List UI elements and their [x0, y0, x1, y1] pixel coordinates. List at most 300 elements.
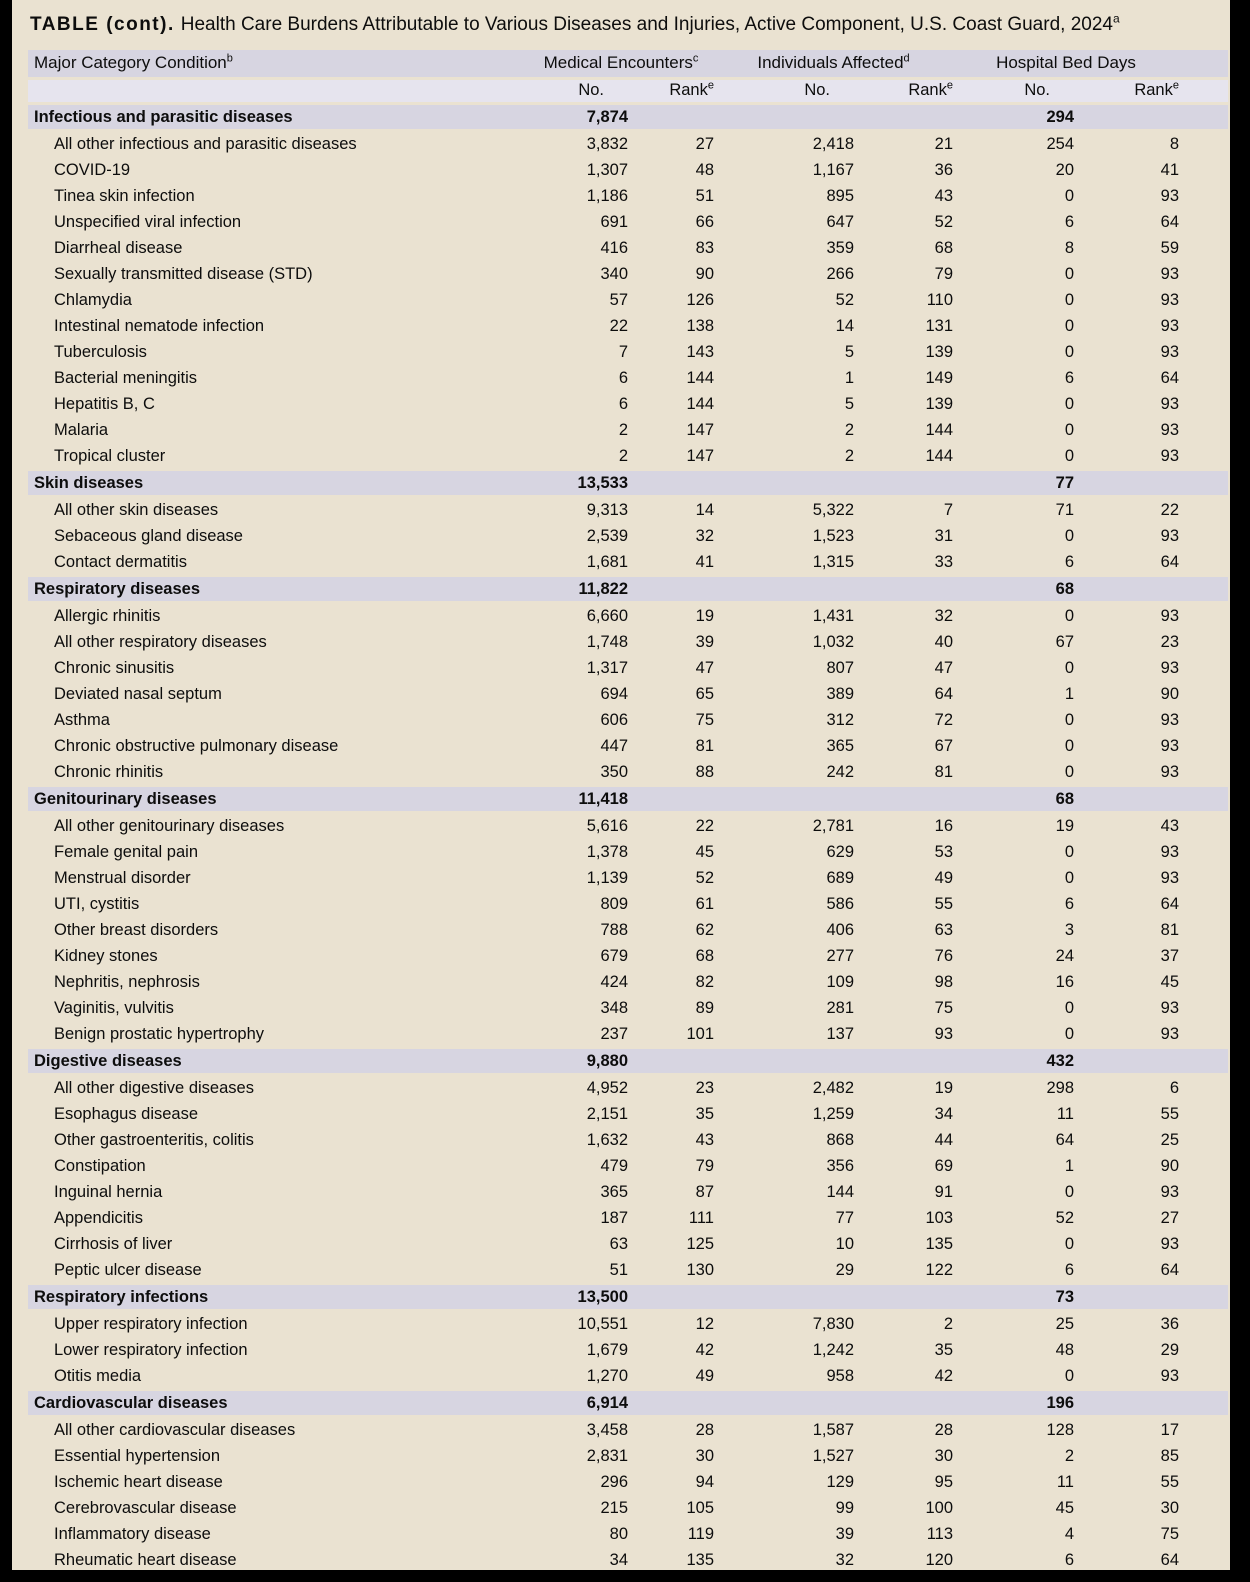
- hbd-no-cell: 6: [1064, 368, 1074, 387]
- me-no-cell: 237: [600, 1024, 628, 1043]
- spacer-cell: [1179, 157, 1228, 183]
- hbd-rank-cell: 93: [1160, 290, 1179, 309]
- section-ia-rank-cell: [854, 103, 953, 130]
- condition-row: [28, 417, 1228, 443]
- ia-no-cell: 277: [826, 946, 854, 965]
- ia-rank-cell: 49: [934, 868, 953, 887]
- hbd-rank-cell: 64: [1160, 1550, 1179, 1569]
- condition-cell: Sebaceous gland disease: [54, 526, 243, 545]
- spacer-cell: [1179, 1074, 1228, 1101]
- ia-rank-cell: 36: [934, 160, 953, 179]
- ia-rank-cell: 139: [925, 394, 953, 413]
- condition-row: [28, 496, 1228, 523]
- hospital-bed-days-column-header: Hospital Bed Days: [953, 50, 1179, 78]
- spacer-cell: [1179, 183, 1228, 209]
- condition-cell: Cerebrovascular disease: [54, 1498, 237, 1517]
- ia-no-cell: 1,032: [812, 632, 854, 651]
- condition-cell: Menstrual disorder: [54, 868, 191, 887]
- ia-rank-cell: 42: [934, 1366, 953, 1385]
- me-no-cell: 424: [600, 972, 628, 991]
- section-hbd-rank-cell: [1074, 1390, 1179, 1416]
- spacer-cell: [1179, 759, 1228, 786]
- subheader-blank-cell: [28, 78, 528, 103]
- hbd-no-cell: 0: [1064, 658, 1074, 677]
- section-hbd-no-cell: 294: [953, 103, 1074, 130]
- hbd-no-cell: 0: [1064, 420, 1074, 439]
- hbd-rank-cell: 93: [1160, 316, 1179, 335]
- spacer-cell: [1179, 130, 1228, 157]
- condition-footnote-marker: b: [226, 52, 233, 65]
- hbd-no-cell: 3: [1064, 920, 1074, 939]
- ia-no-cell: 1: [844, 368, 854, 387]
- ia-no-cell: 281: [826, 998, 854, 1017]
- hbd-rank-cell: 93: [1160, 736, 1179, 755]
- table-body: [28, 103, 1228, 1570]
- condition-cell: Lower respiratory infection: [54, 1340, 248, 1359]
- spacer-cell: [1179, 496, 1228, 523]
- me-rank-cell: 119: [687, 1524, 714, 1543]
- condition-cell: COVID-19: [54, 160, 131, 179]
- hbd-rank-cell: 93: [1160, 1182, 1179, 1201]
- me-rank-cell: 65: [695, 684, 714, 703]
- me-no-cell: 2,151: [586, 1104, 628, 1123]
- ia-rank-cell: 16: [934, 816, 953, 835]
- spacer-cell: [1179, 391, 1228, 417]
- hbd-no-cell: 0: [1064, 762, 1074, 781]
- condition-row: [28, 891, 1228, 917]
- condition-row: [28, 183, 1228, 209]
- me-no-cell: 10,551: [577, 1314, 628, 1333]
- me-no-cell: 1,748: [586, 632, 628, 651]
- section-me-no-cell: 13,500: [528, 1284, 628, 1310]
- section-header-row: [28, 1048, 1228, 1074]
- me-rank-cell: 48: [695, 160, 714, 179]
- condition-cell: Kidney stones: [54, 946, 158, 965]
- me-no-cell: 63: [609, 1234, 628, 1253]
- section-header-row: [28, 103, 1228, 130]
- medical-encounters-footnote-marker: c: [692, 52, 699, 65]
- condition-cell: Benign prostatic hypertrophy: [54, 1024, 265, 1043]
- hbd-rank-cell: 93: [1160, 342, 1179, 361]
- me-no-cell: 691: [600, 212, 628, 231]
- ia-no-cell: 99: [835, 1498, 854, 1517]
- section-me-rank-cell: [628, 576, 714, 602]
- section-hbd-rank-cell: [1074, 470, 1179, 496]
- section-name-cell: Skin diseases: [28, 470, 528, 496]
- ia-no-cell: 1,167: [812, 160, 854, 179]
- spacer-cell: [1179, 1048, 1228, 1074]
- condition-cell: UTI, cystitis: [54, 894, 140, 913]
- spacer-cell: [1179, 1521, 1228, 1547]
- ia-rank-cell: 79: [934, 264, 953, 283]
- condition-row: [28, 707, 1228, 733]
- spacer-cell: [1179, 1101, 1228, 1127]
- me-rank-cell: 79: [695, 1156, 714, 1175]
- condition-row: [28, 1363, 1228, 1390]
- hbd-no-cell: 64: [1055, 1130, 1074, 1149]
- section-ia-no-cell: [714, 576, 854, 602]
- table-title: [12, 0, 1230, 50]
- spacer-cell: [1179, 629, 1228, 655]
- hbd-rank-cell: 93: [1160, 710, 1179, 729]
- hbd-rank-header: Rank$^e$: [1074, 78, 1179, 103]
- hbd-no-cell: 0: [1064, 842, 1074, 861]
- condition-cell: Malaria: [54, 420, 109, 439]
- hbd-rank-cell: 55: [1160, 1472, 1179, 1491]
- hbd-no-cell: 6: [1064, 212, 1074, 231]
- spacer-cell: [1179, 1310, 1228, 1337]
- me-rank-cell: 41: [695, 552, 714, 571]
- spacer-cell: [1179, 733, 1228, 759]
- ia-rank-cell: 55: [934, 894, 953, 913]
- hbd-rank-cell: 93: [1160, 606, 1179, 625]
- ia-rank-cell: 43: [934, 186, 953, 205]
- section-name-cell: Cardiovascular diseases: [28, 1390, 528, 1416]
- section-me-rank-cell: [628, 786, 714, 812]
- ia-rank-cell: 21: [934, 134, 953, 153]
- ia-no-cell: 647: [826, 212, 854, 231]
- condition-column-header: Major Category Condition$^b$: [28, 50, 528, 78]
- ia-no-cell: 266: [826, 264, 854, 283]
- condition-cell: Deviated nasal septum: [54, 684, 222, 703]
- ia-no-cell: 144: [826, 1182, 854, 1201]
- condition-row: [28, 1521, 1228, 1547]
- section-name-cell: Respiratory infections: [28, 1284, 528, 1310]
- me-no-cell: 4,952: [586, 1078, 628, 1097]
- me-rank-cell: 43: [695, 1130, 714, 1149]
- me-no-cell: 809: [600, 894, 628, 913]
- me-no-cell: 1,378: [586, 842, 628, 861]
- ia-rank-cell: 120: [925, 1550, 953, 1569]
- section-hbd-no-cell: 432: [953, 1048, 1074, 1074]
- ia-no-cell: 895: [826, 186, 854, 205]
- hbd-rank-cell: 59: [1160, 238, 1179, 257]
- section-ia-rank-cell: [854, 1048, 953, 1074]
- hbd-rank-cell: 55: [1160, 1104, 1179, 1123]
- me-rank-cell: 144: [686, 368, 714, 387]
- condition-row: [28, 969, 1228, 995]
- section-hbd-no-cell: 196: [953, 1390, 1074, 1416]
- section-ia-no-cell: [714, 1284, 854, 1310]
- ia-no-cell: 2,418: [812, 134, 854, 153]
- spacer-cell: [1179, 261, 1228, 287]
- section-ia-no-cell: [714, 1048, 854, 1074]
- condition-cell: All other skin diseases: [54, 500, 219, 519]
- me-no-cell: 9,313: [586, 500, 628, 519]
- section-hbd-no-cell: 73: [953, 1284, 1074, 1310]
- ia-no-cell: 1,315: [812, 552, 854, 571]
- medical-encounters-column-header: Medical Encounters$^c$: [528, 50, 714, 78]
- spacer-cell: [1179, 707, 1228, 733]
- spacer-cell: [1179, 786, 1228, 812]
- section-me-no-cell: 6,914: [528, 1390, 628, 1416]
- ia-no-cell: 5,322: [812, 500, 854, 519]
- hbd-rank-cell: 29: [1160, 1340, 1179, 1359]
- ia-rank-cell: 110: [926, 290, 953, 309]
- me-no-cell: 215: [600, 1498, 628, 1517]
- me-no-cell: 679: [600, 946, 628, 965]
- section-me-rank-cell: [628, 103, 714, 130]
- me-no-cell: 1,632: [586, 1130, 628, 1149]
- hbd-no-cell: 4: [1064, 1524, 1074, 1543]
- ia-rank-cell: 7: [943, 500, 953, 519]
- condition-cell: Asthma: [54, 710, 110, 729]
- ia-no-cell: 2,482: [812, 1078, 854, 1097]
- spacer-cell: [1179, 235, 1228, 261]
- ia-no-header: No.: [714, 78, 854, 103]
- hbd-no-cell: 52: [1055, 1208, 1074, 1227]
- spacer-cell: [1179, 576, 1228, 602]
- ia-rank-cell: 30: [934, 1446, 953, 1465]
- hbd-rank-cell: 8: [1169, 134, 1179, 153]
- hbd-no-cell: 0: [1064, 446, 1074, 465]
- me-rank-cell: 147: [686, 446, 714, 465]
- ia-rank-cell: 33: [934, 552, 953, 571]
- section-ia-no-cell: [714, 103, 854, 130]
- ia-rank-cell: 40: [934, 632, 953, 651]
- spacer-cell: [1179, 417, 1228, 443]
- hbd-no-cell: 11: [1056, 1104, 1074, 1123]
- ia-no-cell: 77: [835, 1208, 854, 1227]
- me-no-cell: 1,681: [586, 552, 628, 571]
- spacer-cell: [1179, 470, 1228, 496]
- condition-row: [28, 365, 1228, 391]
- hbd-rank-cell: 93: [1160, 1024, 1179, 1043]
- section-hbd-rank-cell: [1074, 103, 1179, 130]
- me-no-cell: 416: [600, 238, 628, 257]
- spacer-header: [1179, 78, 1228, 103]
- hbd-no-cell: 6: [1064, 1550, 1074, 1569]
- ia-rank-cell: 100: [925, 1498, 953, 1517]
- condition-row: [28, 1127, 1228, 1153]
- me-rank-cell: 32: [695, 526, 714, 545]
- ia-no-cell: 32: [835, 1550, 854, 1569]
- ia-no-cell: 2: [844, 446, 854, 465]
- me-rank-cell: 83: [695, 238, 714, 257]
- me-no-cell: 365: [600, 1182, 628, 1201]
- hbd-rank-cell: 93: [1160, 842, 1179, 861]
- spacer-cell: [1179, 1021, 1228, 1048]
- table-caption: Health Care Burdens Attributable to Various Diseases and Injuries, Active Component, U.S. Coast Guard, 2024: [180, 14, 1113, 35]
- condition-row: [28, 943, 1228, 969]
- spacer-cell: [1179, 891, 1228, 917]
- spacer-cell: [1179, 1284, 1228, 1310]
- hbd-rank-cell: 45: [1160, 972, 1179, 991]
- section-header-row: [28, 470, 1228, 496]
- hbd-no-cell: 2: [1064, 1446, 1074, 1465]
- section-hbd-no-cell: 68: [953, 786, 1074, 812]
- ia-no-cell: 1,523: [812, 526, 854, 545]
- spacer-cell: [1179, 1231, 1228, 1257]
- hbd-no-cell: 298: [1046, 1078, 1074, 1097]
- ia-no-cell: 958: [826, 1366, 854, 1385]
- me-no-cell: 606: [600, 710, 628, 729]
- me-no-cell: 1,186: [586, 186, 628, 205]
- hbd-rank-cell: 93: [1160, 394, 1179, 413]
- hbd-no-cell: 128: [1046, 1420, 1074, 1439]
- subheader-row: [28, 78, 1228, 103]
- me-rank-cell: 35: [695, 1104, 714, 1123]
- spacer-cell: [1179, 865, 1228, 891]
- me-rank-cell: 105: [686, 1498, 714, 1517]
- spacer-cell: [1179, 943, 1228, 969]
- section-ia-no-cell: [714, 1390, 854, 1416]
- title-footnote-marker: a: [1112, 11, 1120, 26]
- spacer-cell: [1179, 839, 1228, 865]
- condition-cell: All other cardiovascular diseases: [54, 1420, 296, 1439]
- spacer-cell: [1179, 1363, 1228, 1390]
- condition-cell: Upper respiratory infection: [54, 1314, 248, 1333]
- ia-no-cell: 359: [826, 238, 854, 257]
- condition-row: [28, 443, 1228, 470]
- me-rank-cell: 23: [695, 1078, 714, 1097]
- me-rank-cell: 144: [686, 394, 714, 413]
- hbd-rank-cell: 93: [1160, 186, 1179, 205]
- hbd-rank-cell: 25: [1160, 1130, 1179, 1149]
- condition-row: [28, 261, 1228, 287]
- me-rank-cell: 111: [688, 1208, 714, 1227]
- spacer-cell: [1179, 1547, 1228, 1571]
- ia-no-cell: 868: [826, 1130, 854, 1149]
- section-name-cell: Digestive diseases: [28, 1048, 528, 1074]
- ia-rank-cell: 122: [925, 1260, 953, 1279]
- hbd-no-cell: 254: [1046, 134, 1074, 153]
- hbd-no-cell: 6: [1064, 1260, 1074, 1279]
- hbd-no-cell: 71: [1055, 500, 1074, 519]
- hbd-rank-cell: 93: [1160, 420, 1179, 439]
- hbd-no-cell: 67: [1055, 632, 1074, 651]
- condition-row: [28, 917, 1228, 943]
- ia-rank-cell: 68: [934, 238, 953, 257]
- ia-rank-cell: 76: [934, 946, 953, 965]
- hbd-rank-cell: 93: [1160, 658, 1179, 677]
- condition-cell: Other breast disorders: [54, 920, 219, 939]
- hbd-no-cell: 20: [1055, 160, 1074, 179]
- hbd-rank-cell: 43: [1160, 816, 1179, 835]
- hbd-rank-cell: 64: [1160, 1260, 1179, 1279]
- condition-cell: Chronic rhinitis: [54, 762, 164, 781]
- hbd-rank-cell: 93: [1160, 998, 1179, 1017]
- condition-row: [28, 1205, 1228, 1231]
- spacer-cell: [1179, 523, 1228, 549]
- section-me-rank-cell: [628, 470, 714, 496]
- ia-rank-cell: 103: [925, 1208, 953, 1227]
- me-rank-cell: 12: [695, 1314, 714, 1333]
- hbd-no-cell: 6: [1064, 552, 1074, 571]
- me-rank-cell: 28: [695, 1420, 714, 1439]
- ia-rank-cell: 53: [934, 842, 953, 861]
- ia-rank-cell: 144: [925, 420, 953, 439]
- condition-cell: Ischemic heart disease: [54, 1472, 223, 1491]
- ia-rank-cell: 81: [934, 762, 953, 781]
- ia-rank-cell: 35: [934, 1340, 953, 1359]
- me-rank-cell: 130: [686, 1260, 714, 1279]
- me-rank-header: Rank$^e$: [628, 78, 714, 103]
- me-rank-cell: 52: [695, 868, 714, 887]
- section-me-rank-cell: [628, 1048, 714, 1074]
- condition-cell: All other infectious and parasitic diseases: [54, 134, 357, 153]
- ia-rank-cell: 131: [925, 316, 953, 335]
- ia-rank-cell: 31: [934, 526, 953, 545]
- me-rank-cell: 30: [695, 1446, 714, 1465]
- section-name-cell: Respiratory diseases: [28, 576, 528, 602]
- hbd-no-cell: 1: [1064, 684, 1074, 703]
- ia-rank-cell: 52: [934, 212, 953, 231]
- ia-no-cell: 406: [826, 920, 854, 939]
- me-no-cell: 6,660: [586, 606, 628, 625]
- condition-cell: Vaginitis, vulvitis: [54, 998, 174, 1017]
- me-rank-cell: 49: [695, 1366, 714, 1385]
- condition-row: [28, 1547, 1228, 1571]
- spacer-cell: [1179, 812, 1228, 839]
- me-rank-cell: 147: [686, 420, 714, 439]
- condition-cell: Esophagus disease: [54, 1104, 199, 1123]
- me-rank-cell: 82: [695, 972, 714, 991]
- condition-row: [28, 681, 1228, 707]
- ia-rank-cell: 69: [934, 1156, 953, 1175]
- me-no-cell: 694: [600, 684, 628, 703]
- section-hbd-rank-cell: [1074, 1284, 1179, 1310]
- condition-cell: Intestinal nematode infection: [54, 316, 265, 335]
- me-no-cell: 1,139: [586, 868, 628, 887]
- me-rank-cell: 89: [695, 998, 714, 1017]
- condition-row: [28, 1495, 1228, 1521]
- me-rank-cell: 87: [695, 1182, 714, 1201]
- condition-row: [28, 1443, 1228, 1469]
- hbd-no-cell: 0: [1064, 606, 1074, 625]
- me-no-cell: 2: [618, 446, 628, 465]
- condition-row: [28, 1179, 1228, 1205]
- hbd-rank-cell: 17: [1160, 1420, 1179, 1439]
- me-no-cell: 1,317: [586, 658, 628, 677]
- hbd-no-cell: 0: [1064, 1234, 1074, 1253]
- condition-cell: Chronic sinusitis: [54, 658, 175, 677]
- me-no-cell: 340: [600, 264, 628, 283]
- hbd-no-cell: 11: [1056, 1472, 1074, 1491]
- hbd-no-cell: 6: [1064, 894, 1074, 913]
- condition-row: [28, 1310, 1228, 1337]
- spacer-cell: [1179, 1257, 1228, 1284]
- section-ia-rank-cell: [854, 1284, 953, 1310]
- ia-rank-header: Rank$^e$: [854, 78, 953, 103]
- ia-rank-cell: 44: [934, 1130, 953, 1149]
- section-me-rank-cell: [628, 1390, 714, 1416]
- condition-cell: Allergic rhinitis: [54, 606, 161, 625]
- condition-cell: Otitis media: [54, 1366, 142, 1385]
- me-rank-cell: 47: [695, 658, 714, 677]
- hbd-rank-cell: 27: [1160, 1208, 1179, 1227]
- condition-row: [28, 287, 1228, 313]
- me-no-cell: 6: [618, 394, 628, 413]
- hbd-no-cell: 19: [1055, 816, 1074, 835]
- me-rank-cell: 39: [695, 632, 714, 651]
- section-ia-rank-cell: [854, 1390, 953, 1416]
- hbd-rank-cell: 90: [1160, 684, 1179, 703]
- me-rank-cell: 135: [686, 1550, 714, 1569]
- me-rank-cell: 42: [695, 1340, 714, 1359]
- section-header-row: [28, 1390, 1228, 1416]
- spacer-cell: [1179, 287, 1228, 313]
- spacer-cell: [1179, 995, 1228, 1021]
- ia-no-cell: 2,781: [812, 816, 854, 835]
- condition-row: [28, 1074, 1228, 1101]
- ia-no-cell: 356: [826, 1156, 854, 1175]
- me-rank-cell: 14: [695, 500, 714, 519]
- hbd-rank-cell: 6: [1169, 1078, 1179, 1097]
- ia-rank-cell: 91: [934, 1182, 953, 1201]
- me-rank-cell: 94: [695, 1472, 714, 1491]
- ia-no-cell: 1,431: [812, 606, 854, 625]
